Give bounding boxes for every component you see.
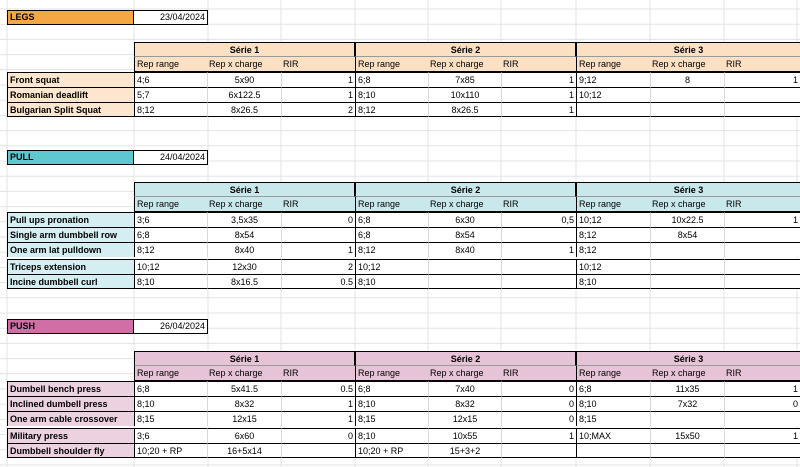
cell-rep-range-s3[interactable]: 8;15 — [576, 411, 650, 426]
cell-rep-x-charge-s2[interactable]: 8x40 — [428, 242, 501, 257]
cell-rir-s1[interactable]: 1 — [281, 72, 355, 87]
cell-rep-range-s2[interactable]: 8;10 — [355, 87, 428, 102]
cell-rep-x-charge-s1[interactable]: 6x122.5 — [207, 87, 281, 102]
cell-rir-s3[interactable] — [724, 411, 800, 426]
cell-rir-s1[interactable]: 1 — [281, 242, 355, 257]
cell-rir-s2[interactable]: 1 — [501, 428, 576, 443]
column-header-rir[interactable]: RIR — [501, 197, 576, 212]
cell-rir-s3[interactable] — [724, 259, 800, 274]
cell-rep-x-charge-s1[interactable]: 5x41.5 — [207, 381, 281, 396]
cell-rir-s1[interactable]: 0 — [281, 428, 355, 443]
cell-rir-s1[interactable]: 2 — [281, 259, 355, 274]
cell-rir-s2[interactable]: 0,5 — [501, 212, 576, 227]
exercise-name[interactable]: One arm cable crossover — [7, 411, 134, 426]
column-header-rep-range[interactable]: Rep range — [134, 366, 207, 381]
column-header-rep-range[interactable]: Rep range — [576, 197, 650, 212]
series-header-3[interactable]: Série 3 — [576, 182, 800, 197]
cell-rep-x-charge-s2[interactable]: 10x55 — [428, 428, 501, 443]
cell-rep-range-s2[interactable]: 8;10 — [355, 428, 428, 443]
cell-rep-range-s1[interactable]: 8;15 — [134, 411, 207, 426]
exercise-name[interactable]: Dumbell bench press — [7, 381, 134, 396]
cell-rir-s2[interactable]: 0 — [501, 381, 576, 396]
cell-rir-s1[interactable]: 0.5 — [281, 381, 355, 396]
cell-rep-range-s1[interactable]: 10;12 — [134, 259, 207, 274]
cell-rep-range-s2[interactable]: 10;20 + RP — [355, 443, 428, 458]
cell-rep-x-charge-s3[interactable] — [650, 259, 724, 274]
cell-rep-range-s3[interactable] — [576, 443, 650, 458]
cell-rir-s1[interactable]: 0.5 — [281, 274, 355, 289]
exercise-name[interactable]: Triceps extension — [7, 259, 134, 274]
cell-rep-x-charge-s3[interactable] — [650, 102, 724, 117]
cell-rep-x-charge-s3[interactable]: 11x35 — [650, 381, 724, 396]
cell-rir-s2[interactable]: 1 — [501, 87, 576, 102]
cell-rir-s3[interactable] — [724, 227, 800, 242]
series-header-2[interactable]: Série 2 — [355, 351, 576, 366]
cell-rep-range-s2[interactable]: 8;15 — [355, 411, 428, 426]
cell-rep-x-charge-s2[interactable]: 8x54 — [428, 227, 501, 242]
cell-rep-x-charge-s1[interactable]: 8x54 — [207, 227, 281, 242]
column-header-rep-range[interactable]: Rep range — [134, 57, 207, 72]
column-header-rir[interactable]: RIR — [281, 57, 355, 72]
cell-rir-s3[interactable] — [724, 274, 800, 289]
cell-rep-x-charge-s1[interactable]: 3,5x35 — [207, 212, 281, 227]
cell-rir-s2[interactable] — [501, 443, 576, 458]
cell-rep-x-charge-s1[interactable]: 16+5x14 — [207, 443, 281, 458]
cell-rep-x-charge-s2[interactable]: 12x15 — [428, 411, 501, 426]
cell-rir-s2[interactable] — [501, 274, 576, 289]
cell-rep-range-s1[interactable]: 8;10 — [134, 396, 207, 411]
cell-rep-range-s3[interactable]: 8;10 — [576, 396, 650, 411]
exercise-name[interactable]: One arm lat pulldown — [7, 242, 134, 257]
column-header-rep-x-charge[interactable]: Rep x charge — [207, 57, 281, 72]
exercise-name[interactable]: Inclined dumbell press — [7, 396, 134, 411]
column-header-rep-x-charge[interactable]: Rep x charge — [650, 366, 724, 381]
cell-rep-x-charge-s1[interactable]: 6x60 — [207, 428, 281, 443]
cell-rep-x-charge-s2[interactable]: 15+3+2 — [428, 443, 501, 458]
cell-rep-x-charge-s3[interactable]: 7x32 — [650, 396, 724, 411]
column-header-rep-x-charge[interactable]: Rep x charge — [650, 57, 724, 72]
cell-rep-range-s3[interactable]: 6;8 — [576, 381, 650, 396]
column-header-rep-range[interactable]: Rep range — [355, 197, 428, 212]
section-title[interactable]: PULL — [7, 150, 134, 165]
cell-rir-s3[interactable] — [724, 242, 800, 257]
exercise-name[interactable]: Dumbbell shoulder fly — [7, 443, 134, 458]
exercise-name[interactable]: Romanian deadlift — [7, 87, 134, 102]
cell-rep-range-s3[interactable]: 8;12 — [576, 227, 650, 242]
series-header-1[interactable]: Série 1 — [134, 182, 355, 197]
cell-rep-range-s1[interactable]: 6;8 — [134, 381, 207, 396]
exercise-name[interactable]: Bulgarian Split Squat — [7, 102, 134, 117]
cell-rir-s1[interactable] — [281, 443, 355, 458]
cell-rep-x-charge-s3[interactable]: 15x50 — [650, 428, 724, 443]
column-header-rep-range[interactable]: Rep range — [355, 57, 428, 72]
cell-rep-range-s2[interactable]: 8;12 — [355, 102, 428, 117]
cell-rep-range-s2[interactable]: 8;10 — [355, 274, 428, 289]
cell-rir-s3[interactable]: 1 — [724, 381, 800, 396]
cell-rep-range-s1[interactable]: 8;12 — [134, 242, 207, 257]
cell-rep-x-charge-s1[interactable]: 8x16.5 — [207, 274, 281, 289]
cell-rep-range-s3[interactable]: 8;10 — [576, 274, 650, 289]
cell-rir-s2[interactable]: 1 — [501, 102, 576, 117]
cell-rep-x-charge-s3[interactable]: 8 — [650, 72, 724, 87]
cell-rir-s1[interactable]: 1 — [281, 87, 355, 102]
column-header-rep-range[interactable]: Rep range — [576, 57, 650, 72]
column-header-rir[interactable]: RIR — [501, 57, 576, 72]
cell-rep-x-charge-s2[interactable]: 8x26.5 — [428, 102, 501, 117]
cell-rep-range-s2[interactable]: 6;8 — [355, 212, 428, 227]
series-header-1[interactable]: Série 1 — [134, 351, 355, 366]
cell-rep-x-charge-s3[interactable] — [650, 87, 724, 102]
cell-rep-range-s1[interactable]: 8;12 — [134, 102, 207, 117]
series-header-2[interactable]: Série 2 — [355, 42, 576, 57]
cell-rep-x-charge-s1[interactable]: 8x40 — [207, 242, 281, 257]
cell-rep-x-charge-s2[interactable]: 6x30 — [428, 212, 501, 227]
cell-rep-x-charge-s2[interactable] — [428, 259, 501, 274]
column-header-rep-x-charge[interactable]: Rep x charge — [650, 197, 724, 212]
column-header-rep-x-charge[interactable]: Rep x charge — [428, 197, 501, 212]
column-header-rir[interactable]: RIR — [281, 197, 355, 212]
cell-rir-s3[interactable] — [724, 102, 800, 117]
cell-rep-range-s2[interactable]: 8;12 — [355, 242, 428, 257]
column-header-rep-range[interactable]: Rep range — [576, 366, 650, 381]
cell-rep-x-charge-s1[interactable]: 8x32 — [207, 396, 281, 411]
cell-rep-range-s3[interactable]: 10;12 — [576, 212, 650, 227]
cell-rir-s3[interactable]: 0 — [724, 396, 800, 411]
cell-rep-x-charge-s2[interactable]: 10x110 — [428, 87, 501, 102]
column-header-rep-range[interactable]: Rep range — [355, 366, 428, 381]
cell-rep-range-s1[interactable]: 4;6 — [134, 72, 207, 87]
cell-rep-x-charge-s1[interactable]: 5x90 — [207, 72, 281, 87]
cell-rep-range-s3[interactable]: 9;12 — [576, 72, 650, 87]
column-header-rir[interactable]: RIR — [724, 366, 800, 381]
cell-rep-x-charge-s3[interactable] — [650, 443, 724, 458]
cell-rir-s1[interactable]: 0 — [281, 212, 355, 227]
cell-rep-x-charge-s3[interactable] — [650, 274, 724, 289]
cell-rir-s1[interactable]: 1 — [281, 411, 355, 426]
section-date[interactable]: 23/04/2024 — [134, 10, 208, 25]
section-title[interactable]: PUSH — [7, 319, 134, 334]
cell-rep-range-s1[interactable]: 3;6 — [134, 428, 207, 443]
cell-rir-s3[interactable] — [724, 443, 800, 458]
cell-rep-range-s3[interactable]: 10;12 — [576, 87, 650, 102]
cell-rep-x-charge-s2[interactable] — [428, 274, 501, 289]
cell-rir-s1[interactable]: 2 — [281, 102, 355, 117]
cell-rep-range-s1[interactable]: 3;6 — [134, 212, 207, 227]
column-header-rep-range[interactable]: Rep range — [134, 197, 207, 212]
series-header-3[interactable]: Série 3 — [576, 42, 800, 57]
cell-rep-range-s1[interactable]: 5;7 — [134, 87, 207, 102]
exercise-name[interactable]: Single arm dumbbell row — [7, 227, 134, 242]
cell-rep-x-charge-s3[interactable]: 8x54 — [650, 227, 724, 242]
series-header-2[interactable]: Série 2 — [355, 182, 576, 197]
cell-rir-s2[interactable]: 1 — [501, 72, 576, 87]
cell-rep-range-s1[interactable]: 6;8 — [134, 227, 207, 242]
series-header-3[interactable]: Série 3 — [576, 351, 800, 366]
cell-rep-x-charge-s1[interactable]: 12x30 — [207, 259, 281, 274]
column-header-rep-x-charge[interactable]: Rep x charge — [207, 197, 281, 212]
section-date[interactable]: 24/04/2024 — [134, 150, 208, 165]
cell-rep-x-charge-s2[interactable]: 8x32 — [428, 396, 501, 411]
cell-rir-s2[interactable] — [501, 227, 576, 242]
column-header-rep-x-charge[interactable]: Rep x charge — [428, 57, 501, 72]
column-header-rir[interactable]: RIR — [724, 197, 800, 212]
cell-rep-range-s1[interactable]: 10;20 + RP — [134, 443, 207, 458]
column-header-rir[interactable]: RIR — [281, 366, 355, 381]
exercise-name[interactable]: Military press — [7, 428, 134, 443]
cell-rep-range-s3[interactable] — [576, 102, 650, 117]
cell-rep-range-s2[interactable]: 8;10 — [355, 396, 428, 411]
column-header-rir[interactable]: RIR — [501, 366, 576, 381]
cell-rep-x-charge-s2[interactable]: 7x85 — [428, 72, 501, 87]
exercise-name[interactable]: Pull ups pronation — [7, 212, 134, 227]
column-header-rir[interactable]: RIR — [724, 57, 800, 72]
cell-rep-x-charge-s2[interactable]: 7x40 — [428, 381, 501, 396]
cell-rir-s3[interactable] — [724, 87, 800, 102]
cell-rir-s2[interactable]: 0 — [501, 411, 576, 426]
cell-rir-s2[interactable]: 1 — [501, 242, 576, 257]
cell-rir-s2[interactable]: 0 — [501, 396, 576, 411]
section-title[interactable]: LEGS — [7, 10, 134, 25]
cell-rep-x-charge-s1[interactable]: 12x15 — [207, 411, 281, 426]
cell-rir-s3[interactable]: 1 — [724, 212, 800, 227]
cell-rep-range-s2[interactable]: 10;12 — [355, 259, 428, 274]
cell-rep-range-s2[interactable]: 6;8 — [355, 227, 428, 242]
cell-rir-s2[interactable] — [501, 259, 576, 274]
cell-rep-range-s3[interactable]: 8;12 — [576, 242, 650, 257]
cell-rir-s3[interactable]: 1 — [724, 428, 800, 443]
cell-rep-range-s2[interactable]: 6;8 — [355, 381, 428, 396]
cell-rir-s1[interactable]: 1 — [281, 396, 355, 411]
cell-rep-x-charge-s3[interactable] — [650, 411, 724, 426]
cell-rep-range-s2[interactable]: 6;8 — [355, 72, 428, 87]
exercise-name[interactable]: Incine dumbbell curl — [7, 274, 134, 289]
exercise-name[interactable]: Front squat — [7, 72, 134, 87]
cell-rep-x-charge-s3[interactable] — [650, 242, 724, 257]
cell-rep-x-charge-s1[interactable]: 8x26.5 — [207, 102, 281, 117]
cell-rep-range-s1[interactable]: 8;10 — [134, 274, 207, 289]
cell-rep-range-s3[interactable]: 10;12 — [576, 259, 650, 274]
section-date[interactable]: 26/04/2024 — [134, 319, 208, 334]
cell-rep-x-charge-s3[interactable]: 10x22.5 — [650, 212, 724, 227]
column-header-rep-x-charge[interactable]: Rep x charge — [207, 366, 281, 381]
cell-rir-s3[interactable]: 1 — [724, 72, 800, 87]
series-header-1[interactable]: Série 1 — [134, 42, 355, 57]
cell-rir-s1[interactable] — [281, 227, 355, 242]
cell-rep-range-s3[interactable]: 10;MAX — [576, 428, 650, 443]
column-header-rep-x-charge[interactable]: Rep x charge — [428, 366, 501, 381]
